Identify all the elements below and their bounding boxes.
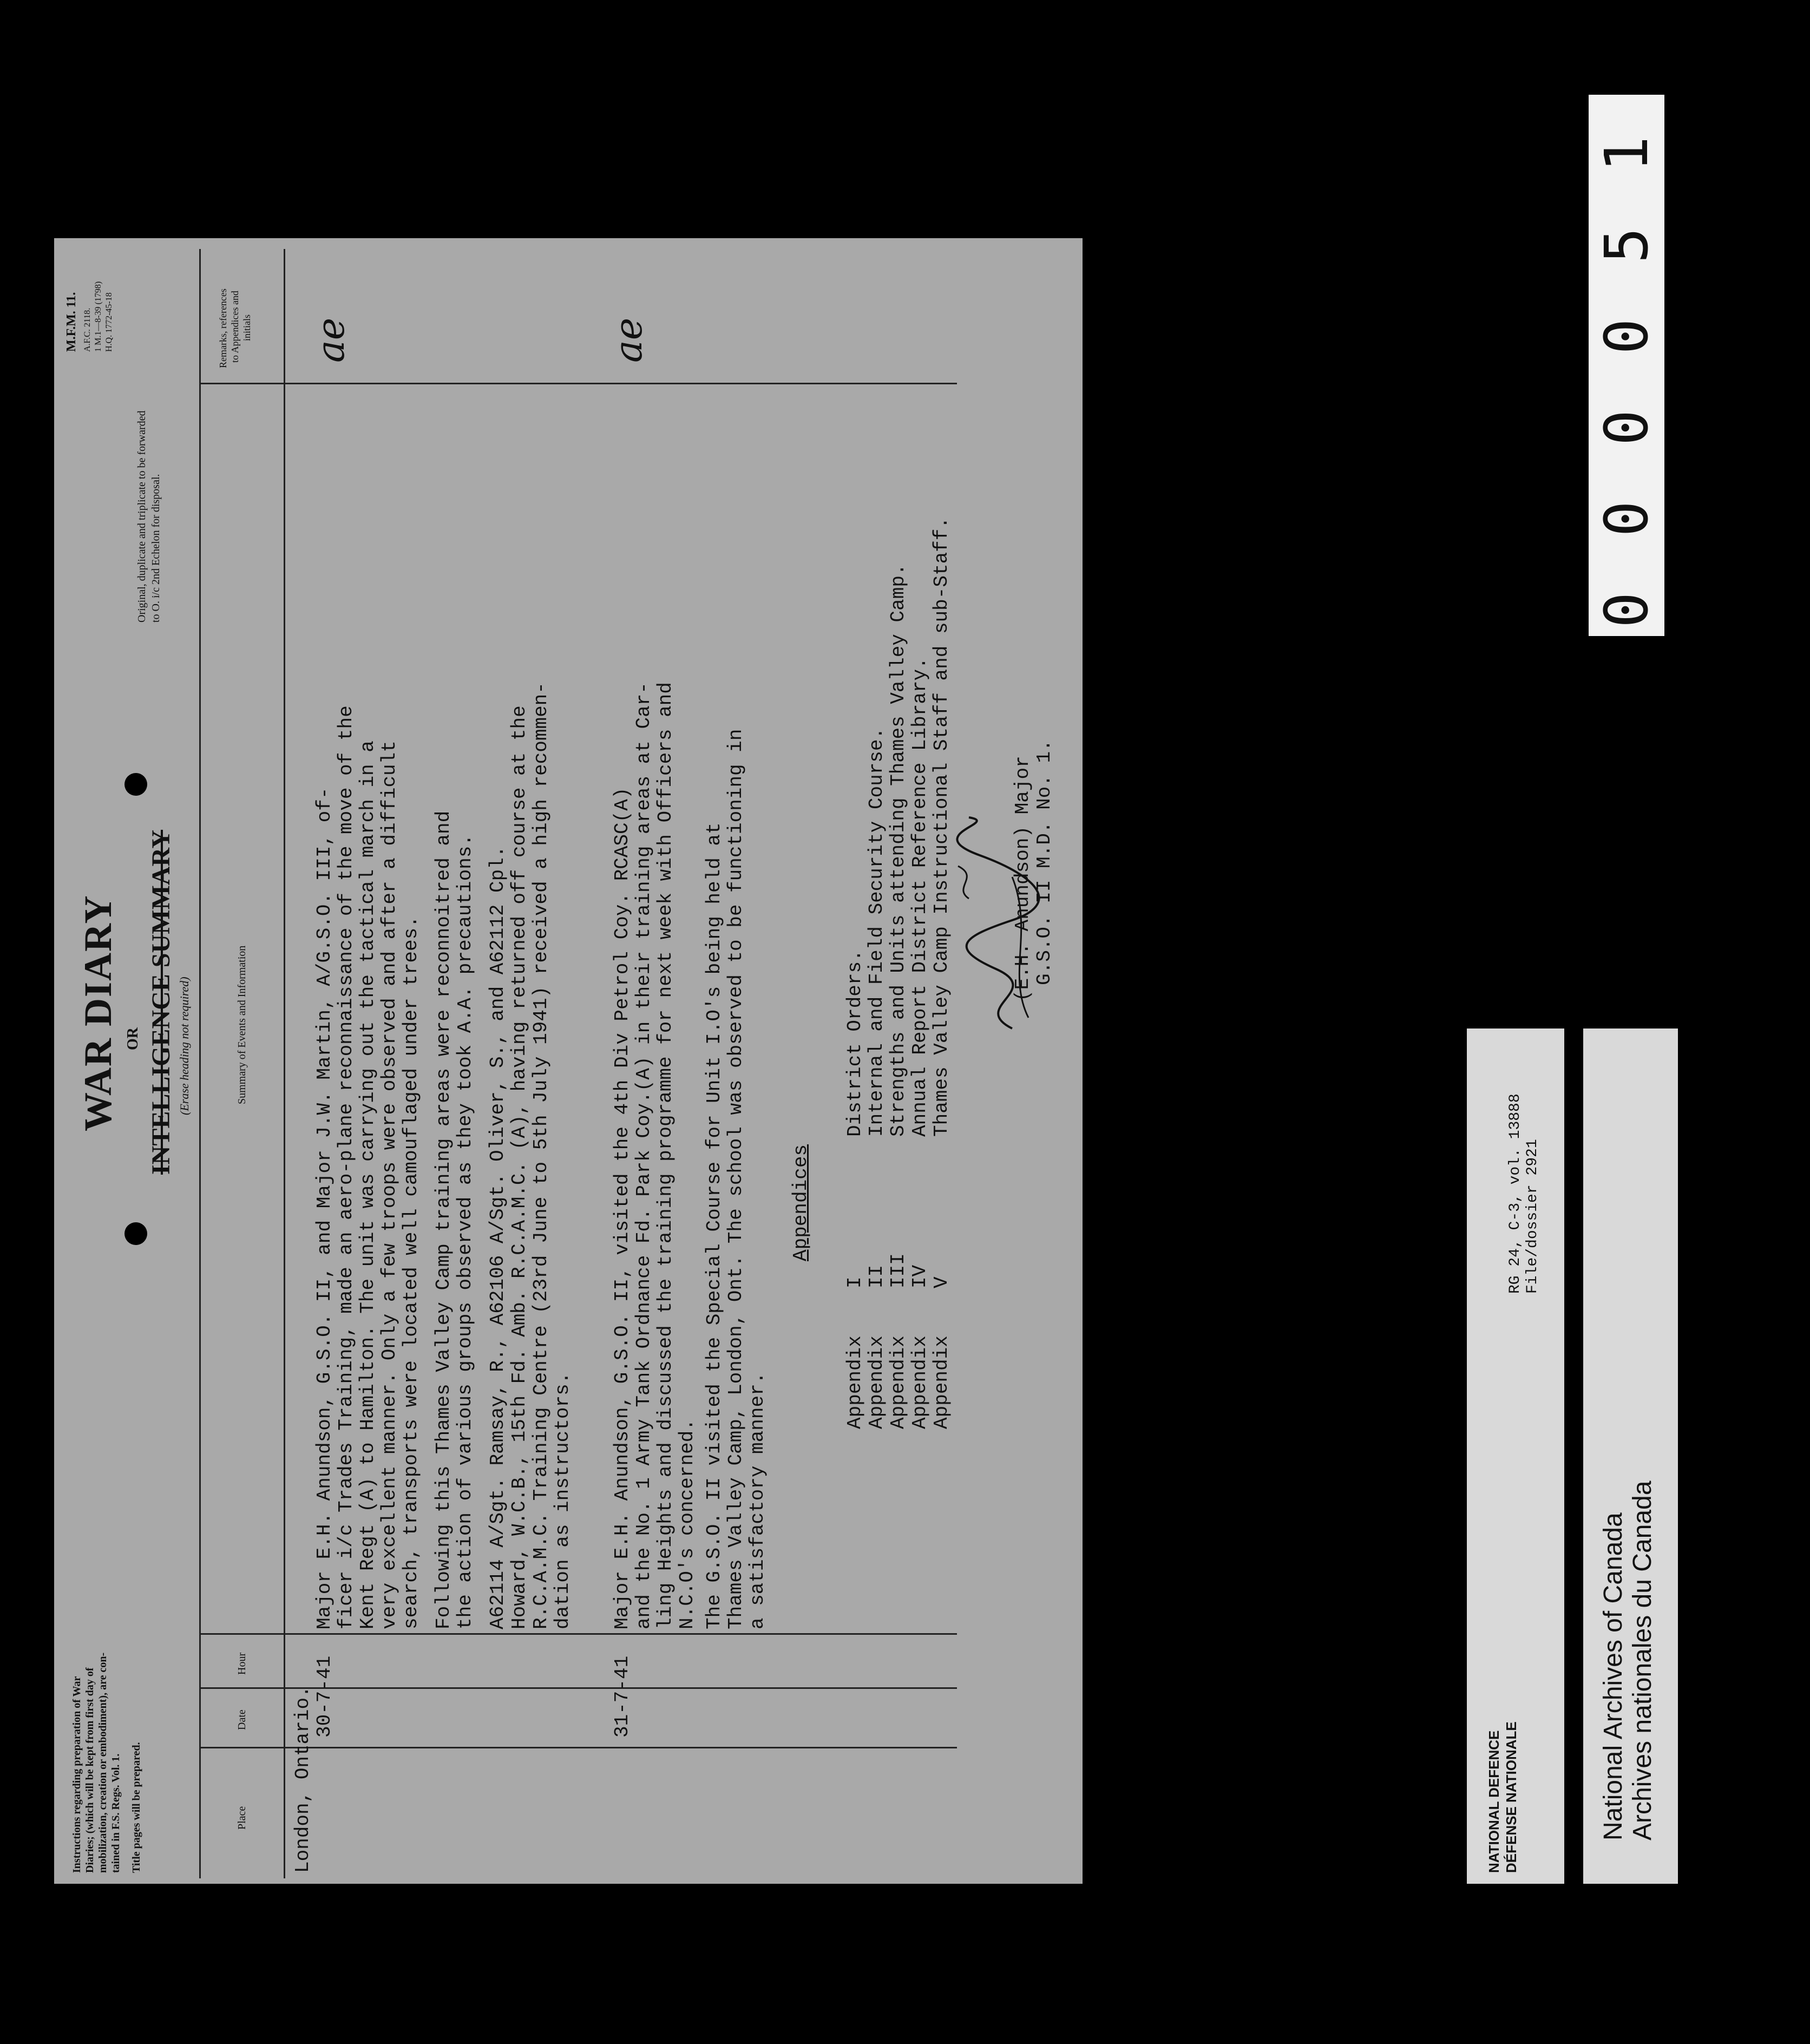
appendix-label: Appendix (930, 1335, 953, 1429)
entry-1-line: ficer i/c Trades Training, made an aero-plane reconnaissance of the move of the (335, 705, 357, 1629)
war-diary-sheet (54, 238, 1083, 1884)
title-or: OR (124, 1027, 141, 1050)
col-header-place: Place (236, 1806, 248, 1830)
signature-name: (E.H. Anundson) Major (1012, 756, 1034, 1001)
entry-2-line: The G.S.O. II visited the Special Course for Unit I.O's being held at (703, 822, 725, 1629)
appendix-label: Appendix (844, 1335, 866, 1429)
entry-2-line: and the No. 1 Army Tank Ordnance Fd. Park Coy.(A) in their training areas at Car- (633, 682, 655, 1629)
col-header-remarks-2: to Appendices and (229, 291, 240, 363)
form-sub-1: A.F.C. 2118. (83, 307, 92, 352)
form-sub-2: 1 M.1—8-39 (1798) (94, 281, 103, 352)
appendix-num: IV (909, 1265, 931, 1288)
entry-2-line: Thames Valley Camp, London, Ont. The school was observed to be functioning in (725, 729, 747, 1629)
appendix-num: III (887, 1253, 909, 1288)
form-sub-3: H.Q. 1772-45-18 (104, 292, 114, 352)
entry-1-line: Major E.H. Anundson, G.S.O. II, and Major J.W. Martin, A/G.S.O. III, of- (313, 787, 336, 1629)
ref-line-1: RG 24, C-3, vol. 13888 (1507, 1093, 1524, 1294)
archives-line-en: National Archives of Canada (1599, 1512, 1628, 1840)
entry-1-line: A62114 A/Sgt. Ramsay, R., A62106 A/Sgt. Oliver, S., and A62112 Cpl. (487, 846, 509, 1629)
appendix-label: Appendix (887, 1335, 909, 1429)
entry-2-line: ling Heights and discussed the training programme for next week with Officers and (654, 682, 677, 1629)
entry-1-line: the action of various groups observed as they took A.A. precautions. (454, 834, 476, 1629)
page-title: WAR DIARY (76, 894, 120, 1131)
erase-note: (Erase heading not required) (178, 977, 191, 1115)
entry-2-initials: ae (606, 317, 651, 363)
archives-line-fr: Archives nationales du Canada (1628, 1480, 1657, 1840)
instructions-2: Diaries; (which will be kept from first day of (84, 1667, 96, 1873)
entry-1-line: very excellent manner. Only a few troops were observed and after a difficult (378, 741, 401, 1629)
col-header-date: Date (236, 1709, 248, 1730)
appendices-heading: Appendices (790, 1144, 812, 1261)
entry-1-initials: ae (309, 317, 353, 363)
frame-number: 0 0 0 0 5 1 (1592, 126, 1661, 628)
forward-note-2: to O. i/c 2nd Echelon for disposal. (150, 474, 162, 623)
instructions-6: Title pages will be prepared. (130, 1742, 142, 1873)
instructions-4: tained in F.S. Regs. Vol. 1. (110, 1753, 122, 1873)
appendix-title: Internal and Field Security Course. (865, 727, 888, 1137)
appendix-label: Appendix (909, 1335, 931, 1429)
entry-2-date: 31-7-41 (611, 1655, 633, 1738)
appendix-num: V (930, 1276, 953, 1288)
archives-label (1599, 1332, 1664, 1873)
ref-line-2: File/dossier 2921 (1524, 1139, 1541, 1294)
appendix-num: II (865, 1265, 888, 1288)
form-code: M.F.M. 11. (64, 292, 78, 352)
col-header-summary: Summary of Events and Information (236, 945, 248, 1104)
appendix-title: Thames Valley Camp Instructional Staff and sub-Staff. (930, 517, 953, 1137)
instructions-3: mobilization, creation or embodiment), are con- (97, 1652, 109, 1873)
signature-role: G.S.O. II M.D. No. 1. (1033, 739, 1055, 985)
appendix-label: Appendix (865, 1335, 888, 1429)
col-header-remarks-1: Remarks, references (218, 289, 228, 368)
punch-hole-left (124, 1222, 147, 1245)
entry-1-line: search, transports were located well camouflaged under trees. (400, 916, 422, 1629)
entry-2-line: a satisfactory manner. (746, 1372, 769, 1629)
col-header-hour: Hour (236, 1652, 248, 1675)
appendix-title: Strengths and Units attending Thames Valley Camp. (887, 564, 909, 1137)
instructions-1: Instructions regarding preparation of War (71, 1676, 83, 1873)
defence-line-1: NATIONAL DEFENCE (1486, 1730, 1502, 1873)
punch-hole-right (124, 773, 147, 796)
page-subtitle: INTELLIGENCE SUMMARY (147, 829, 175, 1175)
entry-2-line: N.C.O's concerned. (676, 1419, 698, 1629)
defence-line-2: DÉFENSE NATIONALE (1503, 1721, 1519, 1873)
entry-1-line: Howard, W.C.B., 15th Fd. Amb. R.C.A.M.C. (A), having returned off course at the (508, 705, 530, 1629)
entry-1-line: Kent Regt (A) to Hamilton. The unit was carrying out the tactical march in a (357, 741, 379, 1629)
place-value: London, Ontario. (292, 1686, 314, 1873)
entry-1-line: dation as instructors. (552, 1372, 574, 1629)
appendix-num: I (844, 1276, 866, 1288)
col-header-remarks-3: initials (241, 315, 252, 341)
forward-note-1: Original, duplicate and triplicate to be forwarded (136, 410, 148, 623)
entry-1-date: 30-7-41 (313, 1655, 336, 1738)
entry-1-line: R.C.A.M.C. Training Centre (23rd June to 5th July 1941) received a high recommen- (530, 682, 552, 1629)
appendix-title: Annual Report District Reference Library. (909, 657, 931, 1137)
entry-2-line: Major E.H. Anundson, G.S.O. II, visited the 4th Div Petrol Coy. RCASC(A) (611, 787, 633, 1629)
reference-label (1486, 1034, 1551, 1878)
entry-1-line: Following this Thames Valley Camp training areas were reconnoitred and (432, 810, 455, 1629)
col-rule-3 (199, 1633, 957, 1635)
appendix-title: District Orders. (844, 949, 866, 1137)
col-rule-4 (199, 383, 957, 384)
